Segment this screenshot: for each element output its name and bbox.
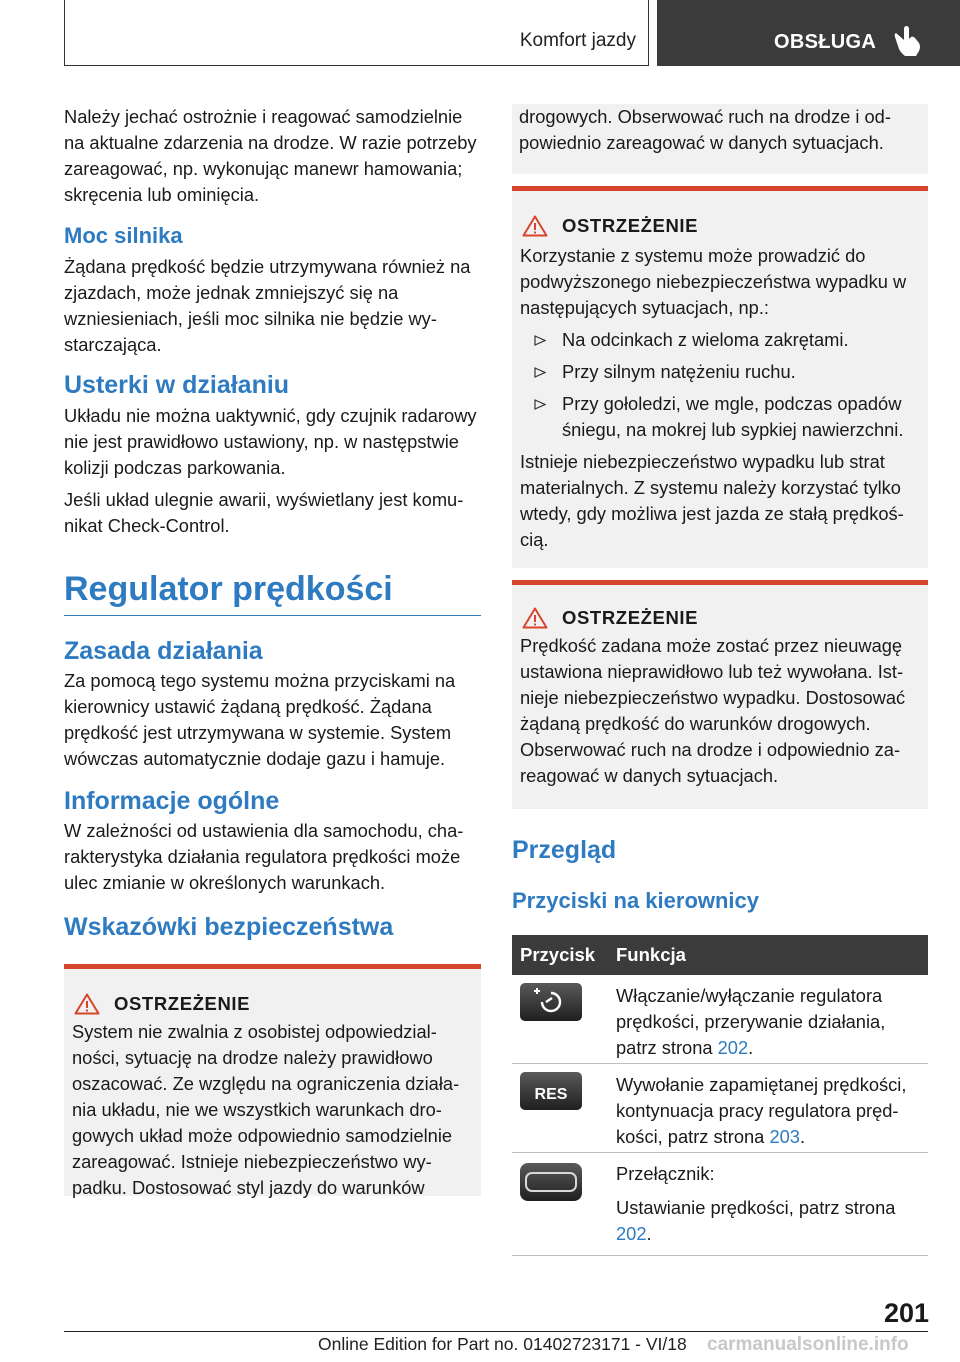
header-section-title: Komfort jazdy bbox=[519, 30, 636, 51]
left-column bbox=[64, 104, 481, 1196]
hand-pointer-icon bbox=[893, 23, 923, 57]
rocker-switch-icon bbox=[520, 1163, 582, 1201]
safety-heading: Wskazówki bezpieczeństwa bbox=[64, 913, 394, 941]
engine-power-text: Żądana prędkość będzie utrzymywana również na zjazdach, może jednak zmniejszyć się na wzniesieniach, jeśli moc silnika nie będzie wystarczająca. bbox=[64, 256, 471, 355]
triangle-bullet-icon bbox=[534, 335, 546, 346]
warning-triangle-icon bbox=[74, 993, 100, 1015]
res-button-icon: RES bbox=[520, 1072, 582, 1110]
watermark: carmanualsonline.info bbox=[707, 1334, 909, 1355]
warning-header bbox=[520, 215, 922, 237]
warning-tail-text: Istnieje niebezpieczeństwo wypadku lub strat materialnych. Z systemu należy korzystać tylko wtedy, gdy możliwa jest jazda ze stałą prędkością. bbox=[520, 451, 904, 550]
intro-paragraph: Należy jechać ostrożnie i reagować samodzielnie na aktualne zdarzenia na drodze. W razie potrzeby zareagować, np. wykonując manewr hamowania; skręcenia lub ominięcia. bbox=[64, 106, 477, 205]
warning-box-2 bbox=[512, 186, 928, 568]
warning-box-1 bbox=[64, 964, 481, 1196]
table-header-row bbox=[512, 935, 928, 975]
triangle-bullet-icon bbox=[534, 399, 546, 410]
table-row: Przełącznik: Ustawianie prędkości, patrz strona 202. bbox=[512, 1152, 928, 1255]
table-row: Włączanie/wyłączanie regulatora prędkości, przerywanie działania, patrz strona 202. bbox=[512, 975, 928, 1063]
column-header-function: Funkcja bbox=[616, 935, 928, 975]
warning-bullet-list bbox=[520, 327, 922, 443]
general-info-text: W zależności od ustawienia dla samochodu, charakterystyka działania regulatora prędkości może ulec zmianie w określonych warunkach. bbox=[64, 820, 464, 893]
buttons-table bbox=[512, 935, 928, 1256]
cruise-control-button-icon bbox=[520, 983, 582, 1021]
warning-header bbox=[72, 993, 475, 1015]
right-column bbox=[512, 104, 928, 1256]
warning-text: System nie zwalnia z osobistej odpowiedzialności, sytuację na drodze należy prawidłowo oszacować. Ze względu na ograniczenia działania układu, nie we wszystkich warunkach drogowych układ może odpowiednio samodzielnie zareagować. Istnieje niebezpieczeństwo wypadku. Dostosować styl jazdy do warunków bbox=[72, 1021, 460, 1198]
warning-text: Prędkość zadana może zostać przez nieuwagę ustawiona nieprawidłowo lub też wywołana. Istnieje niebezpieczeństwo wypadku. Dostosować żądaną prędkość do warunków drogowych. Obserwować ruch na drodze i odpowiednio zareagować w danych sytuacjach. bbox=[520, 635, 906, 786]
table-row: RES Wywołanie zapamiętanej prędkości, kontynuacja pracy regulatora prędkości, patrz strona 203. bbox=[512, 1063, 928, 1152]
title-rule bbox=[64, 615, 481, 616]
warning-triangle-icon bbox=[522, 215, 548, 237]
header-chapter-title: OBSŁUGA bbox=[774, 31, 877, 53]
warning-text: Korzystanie z systemu może prowadzić do podwyższonego niebezpieczeństwa wypadku w następujących sytuacjach, np.: bbox=[520, 245, 907, 318]
warning-triangle-icon bbox=[522, 607, 548, 629]
warning-box-3 bbox=[512, 580, 928, 809]
warning-title: OSTRZEŻENIE bbox=[114, 993, 251, 1014]
column-header-button: Przycisk bbox=[512, 935, 616, 975]
page-link[interactable]: 202 bbox=[717, 1037, 749, 1058]
page-link[interactable]: 202 bbox=[616, 1222, 647, 1244]
function-text: Wywołanie zapamiętanej prędkości, kontynuacja pracy regulatora prędkości, patrz strona bbox=[616, 1073, 907, 1147]
buttons-heading: Przyciski na kierownicy bbox=[512, 888, 760, 913]
malfunction-text-2: Jeśli układ ulegnie awarii, wyświetlany jest komunikat Check-Control. bbox=[64, 489, 464, 536]
overview-heading: Przegląd bbox=[512, 836, 617, 864]
engine-power-heading: Moc silnika bbox=[64, 223, 183, 248]
list-item: Przy gołoledzi, we mgle, podczas opadów śniegu, na mokrej lub sypkiej nawierzchni. bbox=[520, 391, 922, 443]
header-section-box bbox=[64, 0, 649, 66]
function-text: Ustawianie prędkości, patrz strona bbox=[616, 1196, 896, 1218]
function-text: Przełącznik: bbox=[616, 1162, 715, 1184]
warning-title: OSTRZEŻENIE bbox=[562, 215, 699, 236]
malfunction-heading: Usterki w działaniu bbox=[64, 371, 290, 399]
continued-warning-box bbox=[512, 104, 928, 174]
triangle-bullet-icon bbox=[534, 367, 546, 378]
main-title: Regulator prędkości bbox=[64, 570, 393, 608]
malfunction-text: Układu nie można uaktywnić, gdy czujnik radarowy nie jest prawidłowo ustawiony, np. w następstwie kolizji podczas parkowania. bbox=[64, 405, 477, 478]
function-text: Włączanie/wyłączanie regulatora prędkości, przerywanie działania, patrz strona bbox=[616, 985, 886, 1058]
continued-warning-text: drogowych. Obserwować ruch na drodze i odpowiednio zareagować w danych sytuacjach. bbox=[519, 106, 891, 153]
header-chapter-box bbox=[657, 0, 960, 66]
general-info-heading: Informacje ogólne bbox=[64, 787, 280, 815]
page-link[interactable]: 203 bbox=[769, 1125, 800, 1147]
principle-text: Za pomocą tego systemu można przyciskami na kierownicy ustawić żądaną prędkość. Żądana prędkość jest utrzymywana w systemie. System wówczas automatycznie dodaje gazu i hamuje. bbox=[64, 670, 456, 769]
page-number: 201 bbox=[884, 1298, 930, 1328]
principle-heading: Zasada działania bbox=[64, 637, 263, 665]
footer-rule bbox=[64, 1331, 928, 1332]
list-item: Przy silnym natężeniu ruchu. bbox=[520, 359, 922, 385]
warning-title: OSTRZEŻENIE bbox=[562, 607, 699, 628]
footer-edition-text: Online Edition for Part no. 01402723171 - VI/18 bbox=[318, 1334, 687, 1354]
warning-header bbox=[520, 607, 922, 629]
list-item: Na odcinkach z wieloma zakrętami. bbox=[520, 327, 922, 353]
